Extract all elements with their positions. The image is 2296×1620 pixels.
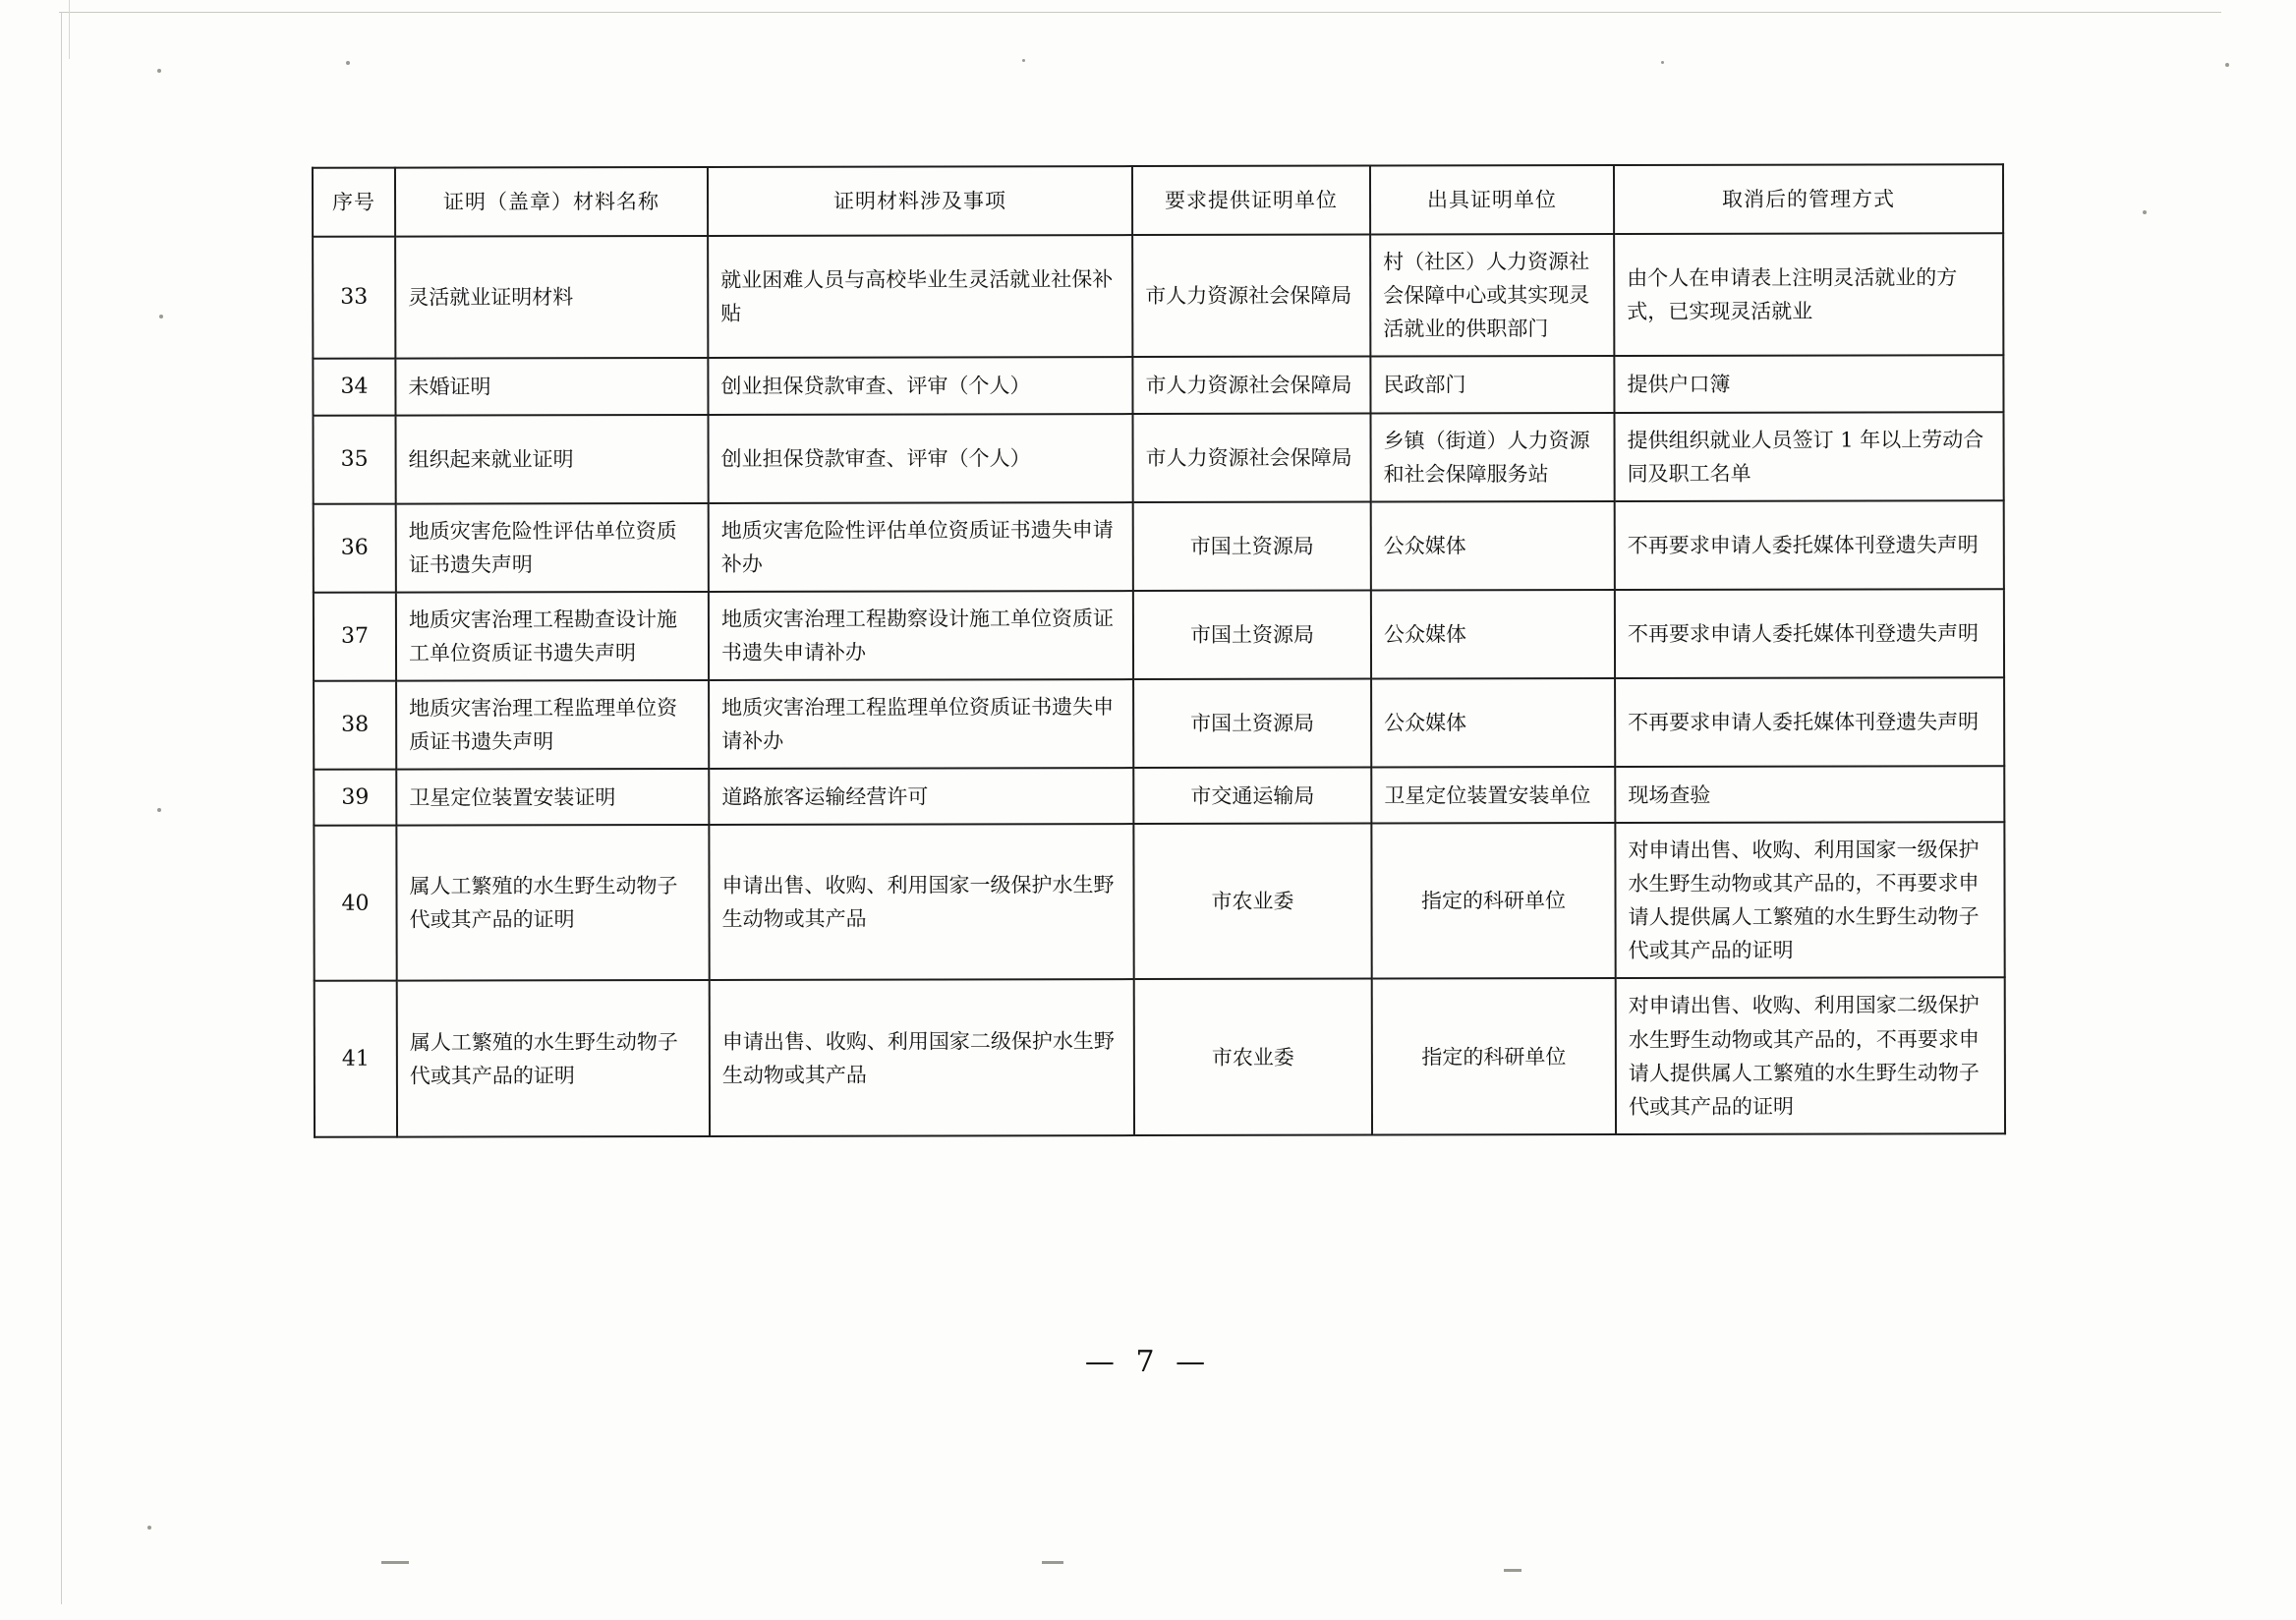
cell-issued-by: 指定的科研单位 <box>1371 823 1615 979</box>
cell-required-by: 市人力资源社会保障局 <box>1132 357 1370 414</box>
scan-edge-top <box>59 12 2221 13</box>
cell-management: 对申请出售、收购、利用国家二级保护水生野生动物或其产品的，不再要求申请人提供属人工繁殖的水生野生动物子代或其产品的证明 <box>1616 978 2005 1134</box>
cell-management: 不再要求申请人委托媒体刊登遗失声明 <box>1615 589 2004 678</box>
cell-matter: 创业担保贷款审查、评审（个人） <box>708 357 1132 415</box>
cell-required-by: 市交通运输局 <box>1133 767 1371 824</box>
cell-index: 33 <box>313 237 395 359</box>
cell-matter: 地质灾害治理工程监理单位资质证书遗失申请补办 <box>709 679 1133 769</box>
table-row <box>314 500 2004 593</box>
column-header-management: 取消后的管理方式 <box>1614 164 2003 234</box>
cell-issued-by: 公众媒体 <box>1371 501 1615 591</box>
table-row <box>313 233 2003 359</box>
scan-speck <box>1504 1569 1521 1572</box>
cell-required-by: 市国土资源局 <box>1133 678 1371 768</box>
table-row <box>313 355 2003 415</box>
data-table <box>312 163 2006 1137</box>
cell-required-by: 市人力资源社会保障局 <box>1132 413 1370 502</box>
cell-issued-by: 村（社区）人力资源社会保障中心或其实现灵活就业的供职部门 <box>1370 234 1614 357</box>
cell-management: 由个人在申请表上注明灵活就业的方式，已实现灵活就业 <box>1614 233 2003 356</box>
cell-issued-by: 民政部门 <box>1370 356 1614 413</box>
scan-speck <box>1042 1561 1063 1564</box>
cell-name: 地质灾害治理工程监理单位资质证书遗失声明 <box>396 680 709 770</box>
scan-speck <box>157 69 161 73</box>
table-row <box>315 978 2005 1137</box>
cell-name: 地质灾害危险性评估单位资质证书遗失声明 <box>396 503 709 593</box>
scan-speck <box>159 315 163 318</box>
cell-matter: 就业困难人员与高校毕业生灵活就业社保补贴 <box>708 235 1132 358</box>
scan-speck <box>346 61 350 65</box>
cell-management: 对申请出售、收购、利用国家一级保护水生野生动物或其产品的，不再要求申请人提供属人工繁殖的水生野生动物子代或其产品的证明 <box>1615 823 2004 979</box>
cell-matter: 地质灾害治理工程勘察设计施工单位资质证书遗失申请补办 <box>709 591 1133 680</box>
page-number: — 7 — <box>1084 1345 1212 1379</box>
cell-required-by: 市人力资源社会保障局 <box>1132 235 1370 358</box>
cell-matter: 道路旅客运输经营许可 <box>709 768 1133 826</box>
scan-speck <box>2143 210 2147 214</box>
cell-required-by: 市国土资源局 <box>1133 590 1371 679</box>
column-header-index: 序号 <box>313 168 395 237</box>
cell-index: 40 <box>314 826 396 981</box>
cell-matter: 地质灾害危险性评估单位资质证书遗失申请补办 <box>709 502 1133 592</box>
cell-name: 卫星定位装置安装证明 <box>396 769 709 826</box>
cell-name: 属人工繁殖的水生野生动物子代或其产品的证明 <box>397 980 710 1136</box>
column-header-name: 证明（盖章）材料名称 <box>395 167 708 237</box>
column-header-issued-by: 出具证明单位 <box>1370 165 1614 235</box>
cell-matter: 申请出售、收购、利用国家二级保护水生野生动物或其产品 <box>710 980 1134 1136</box>
cell-name: 地质灾害治理工程勘查设计施工单位资质证书遗失声明 <box>396 592 709 681</box>
cell-index: 41 <box>315 981 397 1136</box>
scan-speck <box>381 1561 409 1564</box>
table-row <box>314 823 2004 982</box>
scan-speck <box>1661 61 1664 64</box>
cell-required-by: 市农业委 <box>1134 979 1372 1135</box>
cell-name: 组织起来就业证明 <box>395 415 708 504</box>
cell-matter: 创业担保贷款审查、评审（个人） <box>708 414 1132 503</box>
scan-speck <box>2225 63 2229 67</box>
cell-matter: 申请出售、收购、利用国家一级保护水生野生动物或其产品 <box>709 824 1133 980</box>
cell-issued-by: 公众媒体 <box>1371 678 1615 768</box>
table-row <box>314 677 2004 770</box>
cell-index: 35 <box>313 415 395 503</box>
cell-management: 不再要求申请人委托媒体刊登遗失声明 <box>1615 677 2004 767</box>
cell-name: 灵活就业证明材料 <box>395 236 708 359</box>
cell-index: 39 <box>314 769 396 826</box>
column-header-matter: 证明材料涉及事项 <box>708 166 1132 236</box>
cell-issued-by: 乡镇（街道）人力资源和社会保障服务站 <box>1370 413 1614 502</box>
cell-issued-by: 指定的科研单位 <box>1372 979 1616 1135</box>
table-row <box>314 589 2004 681</box>
cell-issued-by: 公众媒体 <box>1371 590 1615 679</box>
cell-management: 现场查验 <box>1615 766 2004 823</box>
cell-index: 38 <box>314 680 396 769</box>
cell-management: 不再要求申请人委托媒体刊登遗失声明 <box>1615 500 2004 590</box>
cell-required-by: 市国土资源局 <box>1133 501 1371 591</box>
scan-edge-left-secondary <box>69 0 70 59</box>
scan-speck <box>147 1526 151 1530</box>
cell-index: 36 <box>314 503 396 592</box>
cell-management: 提供组织就业人员签订 1 年以上劳动合同及职工名单 <box>1614 412 2003 501</box>
certificate-cancellation-table <box>312 163 2004 1137</box>
scan-speck <box>157 808 161 812</box>
cell-name: 未婚证明 <box>395 358 708 415</box>
table-header-row <box>313 164 2003 237</box>
cell-index: 37 <box>314 592 396 680</box>
scan-speck <box>1022 59 1025 62</box>
table-row <box>314 766 2004 826</box>
table-row <box>313 412 2003 504</box>
cell-management: 提供户口簿 <box>1614 355 2003 412</box>
column-header-required-by: 要求提供证明单位 <box>1132 166 1370 236</box>
cell-required-by: 市农业委 <box>1133 824 1371 980</box>
cell-index: 34 <box>313 359 395 416</box>
cell-issued-by: 卫星定位装置安装单位 <box>1371 767 1615 824</box>
cell-name: 属人工繁殖的水生野生动物子代或其产品的证明 <box>396 825 709 981</box>
